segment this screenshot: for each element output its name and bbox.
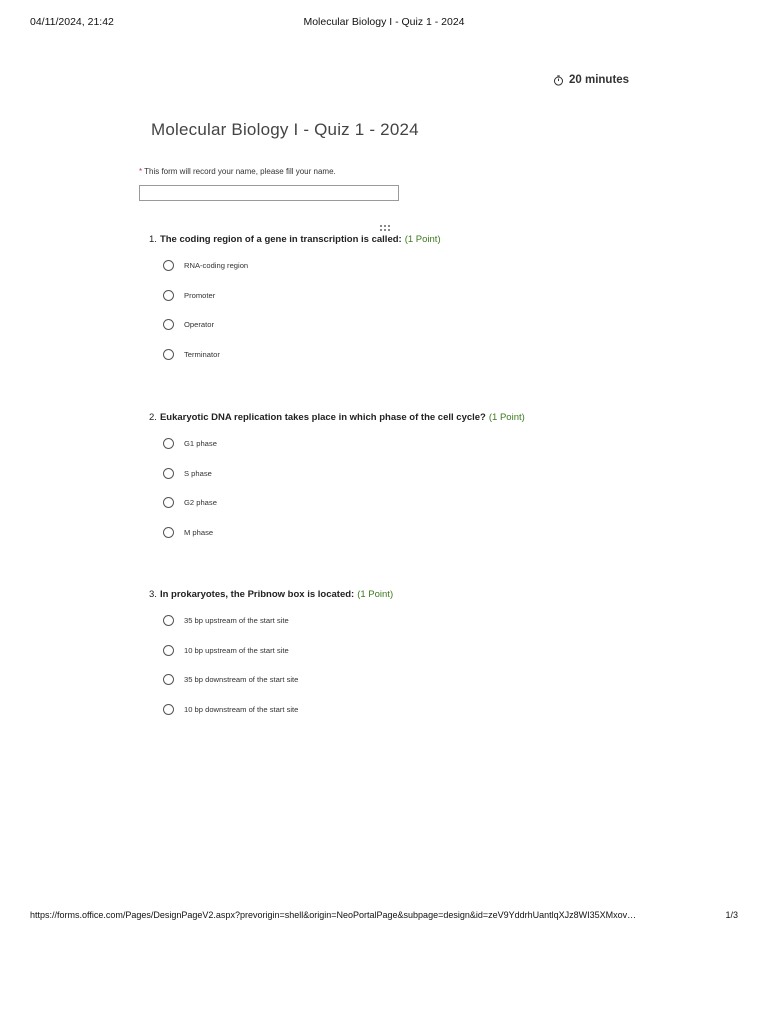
question-3 xyxy=(149,588,649,733)
radio-button[interactable] xyxy=(163,704,174,715)
name-input[interactable] xyxy=(139,185,399,201)
radio-button[interactable] xyxy=(163,527,174,538)
print-datetime: 04/11/2024, 21:42 xyxy=(30,16,114,28)
print-footer xyxy=(30,910,738,922)
answer-options xyxy=(149,260,649,378)
radio-button[interactable] xyxy=(163,438,174,449)
answer-option[interactable] xyxy=(149,349,649,379)
answer-option[interactable] xyxy=(149,527,649,557)
print-header xyxy=(30,16,738,30)
question-text: In prokaryotes, the Pribnow box is located: xyxy=(159,589,355,600)
option-label: 35 bp downstream of the start site xyxy=(184,675,299,685)
option-label: M phase xyxy=(184,527,214,537)
radio-button[interactable] xyxy=(163,645,174,656)
radio-button[interactable] xyxy=(163,260,174,271)
radio-button[interactable] xyxy=(163,319,174,330)
answer-option[interactable] xyxy=(149,615,649,645)
radio-button[interactable] xyxy=(163,290,174,301)
print-title: Molecular Biology I - Quiz 1 - 2024 xyxy=(303,16,465,28)
question-points: (1 Point) xyxy=(357,589,394,600)
option-label: Operator xyxy=(184,320,214,330)
question-title xyxy=(149,411,649,425)
option-label: Promoter xyxy=(184,290,216,300)
radio-button[interactable] xyxy=(163,468,174,479)
question-1 xyxy=(149,233,649,378)
option-label: G2 phase xyxy=(184,498,217,508)
answer-options xyxy=(149,438,649,556)
radio-button[interactable] xyxy=(163,497,174,508)
question-points: (1 Point) xyxy=(488,412,525,423)
question-title xyxy=(149,588,649,602)
required-asterisk: * xyxy=(139,167,143,176)
question-2 xyxy=(149,411,649,556)
question-number: 3. xyxy=(149,589,157,600)
answer-option[interactable] xyxy=(149,468,649,498)
radio-button[interactable] xyxy=(163,674,174,685)
option-label: G1 phase xyxy=(184,439,217,448)
page-number: 1/3 xyxy=(725,910,738,920)
question-number: 2. xyxy=(149,412,157,423)
radio-button[interactable] xyxy=(163,349,174,360)
option-label: 10 bp downstream of the start site xyxy=(184,704,299,714)
name-notice-text: This form will record your name, please fill your name. xyxy=(144,167,336,176)
option-label: S phase xyxy=(184,468,212,478)
question-points: (1 Point) xyxy=(404,234,441,245)
answer-option[interactable] xyxy=(149,704,649,734)
answer-option[interactable] xyxy=(149,319,649,349)
radio-button[interactable] xyxy=(163,615,174,626)
option-label: 10 bp upstream of the start site xyxy=(184,645,289,655)
question-title xyxy=(149,233,649,247)
answer-option[interactable] xyxy=(149,497,649,527)
answer-option[interactable] xyxy=(149,260,649,290)
answer-option[interactable] xyxy=(149,290,649,320)
option-label: Terminator xyxy=(184,349,220,359)
option-label: RNA-coding region xyxy=(184,261,249,270)
answer-option[interactable] xyxy=(149,438,649,468)
question-text: The coding region of a gene in transcription is called: xyxy=(159,234,402,245)
timer-label: 20 minutes xyxy=(569,74,630,86)
answer-options xyxy=(149,615,649,733)
name-notice xyxy=(139,167,336,176)
question-number: 1. xyxy=(149,234,157,245)
question-text: Eukaryotic DNA replication takes place in which phase of the cell cycle? xyxy=(159,412,486,423)
answer-option[interactable] xyxy=(149,674,649,704)
form-title: Molecular Biology I - Quiz 1 - 2024 xyxy=(151,120,419,139)
drag-handle-icon[interactable] xyxy=(379,224,391,232)
page-url: https://forms.office.com/Pages/DesignPageV2.aspx?prevorigin=shell&origin=NeoPortalPage&subpage=design&id=zeV9YddrhUantlqXJz8WI35XMxov… xyxy=(30,910,637,920)
answer-option[interactable] xyxy=(149,645,649,675)
clock-icon xyxy=(553,75,564,86)
option-label: 35 bp upstream of the start site xyxy=(184,616,289,625)
timer xyxy=(553,74,629,86)
